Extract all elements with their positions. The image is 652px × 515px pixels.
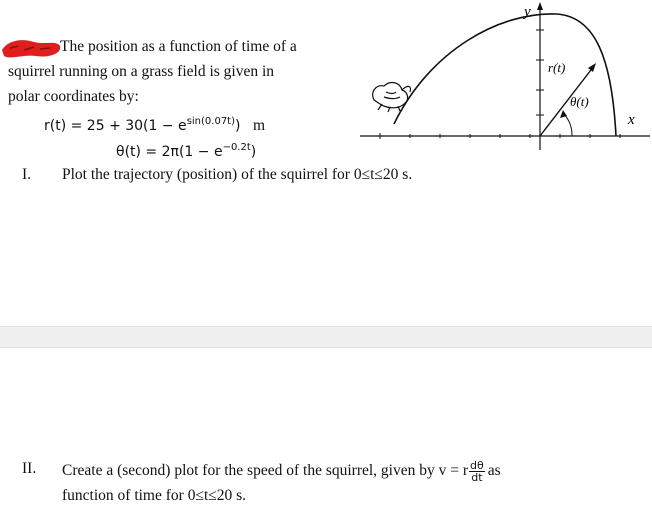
equation-r-exponent: sin(0.07t) (186, 116, 236, 127)
fraction-denominator: dt (471, 471, 483, 484)
theta-arc (564, 114, 572, 136)
question-1-text: Plot the trajectory (position) of the squirrel for 0≤t≤20 s. (62, 166, 413, 183)
separator-band (0, 326, 652, 348)
intro-line-3: polar coordinates by: (8, 88, 139, 105)
red-scribble-icon (0, 36, 62, 62)
equation-theta (116, 142, 256, 160)
trajectory-curve (394, 14, 616, 136)
polar-diagram (360, 0, 652, 160)
question-2-number: II. (22, 460, 37, 477)
theta-label: θ(t) (570, 94, 589, 109)
radius-arrowhead (588, 63, 596, 72)
intro-line-1: The position as a function of time of a (60, 38, 297, 55)
equation-r (44, 116, 265, 135)
equation-theta-suffix: ) (250, 144, 257, 160)
equation-r-suffix: ) (235, 118, 241, 134)
y-axis-label: y (524, 4, 531, 20)
equation-theta-prefix: θ(t) = 2π(1 − e (116, 144, 223, 160)
x-axis-label: x (628, 112, 635, 128)
question-1-number: I. (22, 166, 32, 183)
y-axis-arrow (537, 2, 543, 10)
intro-line-2: squirrel running on a grass field is given in (8, 63, 275, 80)
question-2-text-before: Create a (second) plot for the speed of the squirrel, given by v = r (62, 462, 469, 480)
equation-theta-exponent: −0.2t (222, 142, 251, 153)
fraction-numerator: dθ (470, 459, 484, 472)
squirrel-icon (373, 83, 411, 112)
equation-r-unit: m (252, 117, 265, 134)
dtheta-dt-fraction (469, 460, 485, 483)
question-2-line-1 (62, 460, 501, 483)
question-2-text-after: as (487, 462, 501, 480)
r-label: r(t) (548, 60, 566, 75)
question-2-line-2: function of time for 0≤t≤20 s. (62, 487, 247, 504)
equation-r-prefix: r(t) = 25 + 30(1 − e (44, 118, 187, 134)
